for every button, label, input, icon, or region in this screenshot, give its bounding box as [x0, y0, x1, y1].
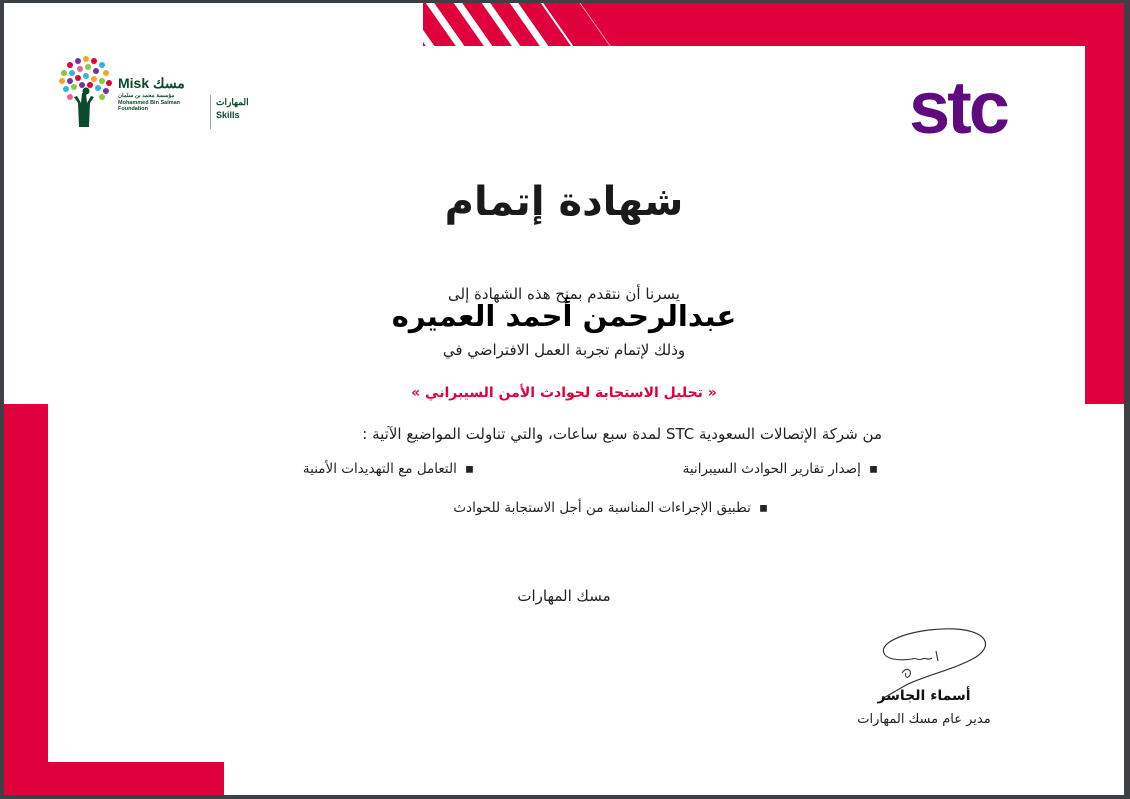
- tree-icon: [56, 53, 116, 129]
- bullet-icon: ▪: [464, 461, 474, 477]
- skills-label-ar: المهارات: [216, 97, 249, 107]
- topic-item: [303, 461, 474, 477]
- topic-text: إصدار تقارير الحوادث السيبرانية: [682, 461, 861, 477]
- misk-wordmark: Misk مسك: [118, 75, 185, 91]
- bullet-icon: ▪: [758, 500, 768, 516]
- misk-subtitle-en-2: Foundation: [118, 106, 148, 112]
- recipient-name: عبدالرحمن أحمد العميره: [391, 299, 737, 333]
- issuing-organization: مسك المهارات: [517, 587, 611, 605]
- signer-name: أسماء الجاسر: [877, 688, 971, 704]
- diagonal-stripes-decoration: [423, 3, 623, 46]
- course-title: « تحليل الاستجابة لحوادث الأمن السيبراني »: [411, 385, 717, 401]
- misk-skills-logo: [56, 53, 256, 133]
- misk-subtitle: [118, 93, 208, 113]
- course-description: من شركة الإتصالات السعودية STC لمدة سبع ساعات، والتي تناولت المواضيع الآتية :: [362, 425, 882, 443]
- stc-logo: stc: [909, 66, 1007, 149]
- certificate-page: [4, 3, 1124, 795]
- intro-text: يسرنا أن نتقدم بمنح هذه الشهادة إلى: [448, 285, 680, 303]
- topic-text: التعامل مع التهديدات الأمنية: [302, 461, 457, 477]
- skills-label-en: Skills: [216, 110, 240, 120]
- bottom-red-band: [4, 762, 224, 795]
- logo-divider: [210, 95, 211, 129]
- topic-item: [683, 461, 878, 477]
- bullet-icon: ▪: [868, 461, 878, 477]
- completion-text: وذلك لإتمام تجربة العمل الافتراضي في: [442, 341, 686, 359]
- misk-subtitle-ar: مؤسسة محمد بن سلمان: [118, 93, 175, 99]
- signer-title: مدير عام مسك المهارات: [857, 712, 991, 727]
- misk-subtitle-en-1: Mohammed Bin Salman: [118, 99, 181, 106]
- topic-text: تطبيق الإجراءات المناسبة من أجل الاستجابة للحوادث: [453, 500, 751, 516]
- certificate-title: شهادة إتمام: [444, 179, 684, 225]
- topic-item: [453, 500, 768, 516]
